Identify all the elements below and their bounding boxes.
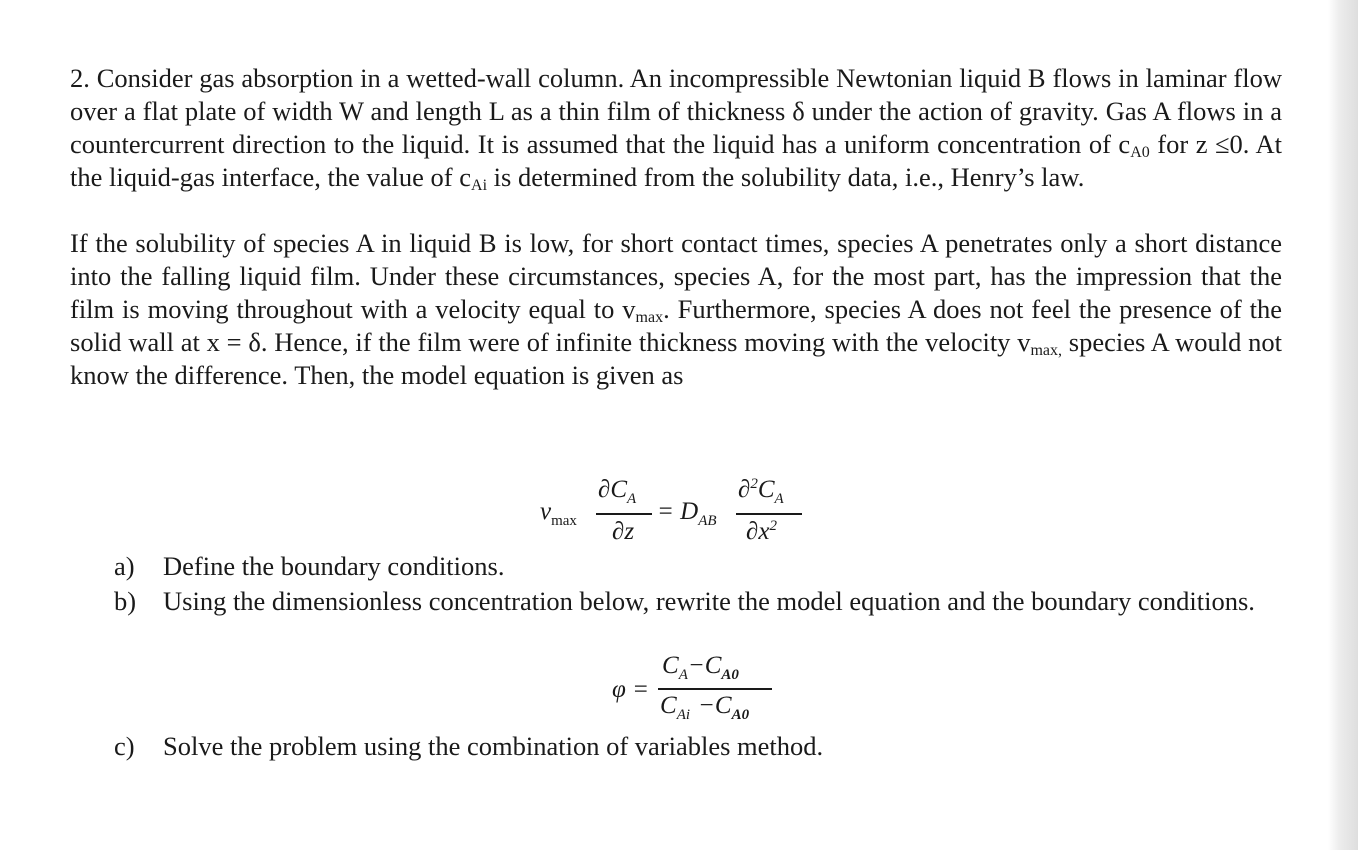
question-list-ab: [114, 550, 1282, 618]
subscript-ai: Ai: [471, 177, 488, 194]
page-edge-shadow: [1328, 0, 1358, 850]
eq1-rhs-numerator: $\partial^2C_A$: [738, 476, 784, 507]
question-b-marker: b): [114, 586, 137, 616]
subscript-max: max: [635, 309, 664, 326]
eq1-rhs-fraction-bar: [736, 513, 802, 515]
eq1-lhs-numerator: $\partial C_A$: [598, 476, 637, 507]
question-a: [114, 550, 1282, 583]
question-a-marker: a): [114, 551, 135, 581]
paragraph-2-text-c: species A would not know the difference. Then, the model equation is given as: [70, 327, 1282, 390]
question-c: [114, 730, 1282, 763]
eq2-denominator: $C_{Ai} -C_{A0}$: [660, 692, 750, 723]
eq1-lhs-denominator: ∂z: [612, 518, 635, 545]
paragraph-1-text-c: is determined from the solubility data, i.e., Henry’s law.: [487, 162, 1085, 192]
question-b: [114, 585, 1282, 618]
question-c-marker: c): [114, 731, 135, 761]
paragraph-1-text-b: for z ≤0. At the liquid-gas interface, the value of c: [70, 129, 1283, 192]
eq1-v: $v_{max}$: [540, 498, 577, 529]
eq2-numerator: $C_A-C_{A0}$: [662, 652, 739, 683]
eq1-lhs-fraction-bar: [596, 513, 652, 515]
eq1-equals-d: = $D_{AB}$: [657, 498, 717, 529]
question-a-text: Define the boundary conditions.: [163, 551, 505, 581]
paragraph-1-text-a: 2. Consider gas absorption in a wetted-wall column. An incompressible Newtonian liquid B flows in laminar flow over a flat plate of width W and length L as a thin film of thickness δ under the action of gravity. Gas A flows in a countercurrent direction to the liquid. It is assumed that the liquid has a uniform concentration of c: [70, 63, 1282, 159]
subscript-a0: A0: [1130, 144, 1150, 161]
question-b-text: Using the dimensionless concentration below, rewrite the model equation and the boundary conditions.: [163, 586, 1255, 616]
eq1-rhs-denominator: $\partial x^2$: [746, 518, 777, 545]
eq2-phi: φ =: [612, 676, 649, 703]
question-c-text: Solve the problem using the combination of variables method.: [163, 731, 824, 761]
problem-paragraph-1: [70, 62, 1282, 194]
problem-text: [70, 62, 1282, 392]
problem-paragraph-2: [70, 227, 1282, 392]
subscript-max-comma: max,: [1030, 342, 1063, 359]
eq2-fraction-bar: [658, 688, 772, 690]
paragraph-2-text-a: If the solubility of species A in liquid B is low, for short contact times, species A penetrates only a short distance into the falling liquid film. Under these circumstances, species A, for the most part, has the impression that the film is moving throughout with a velocity equal to v: [70, 228, 1282, 324]
question-list-c: [114, 730, 1282, 763]
paragraph-2-text-b: . Furthermore, species A does not feel the presence of the solid wall at x = δ. Hence, if the film were of infinite thickness moving with the velocity v: [70, 294, 1282, 357]
